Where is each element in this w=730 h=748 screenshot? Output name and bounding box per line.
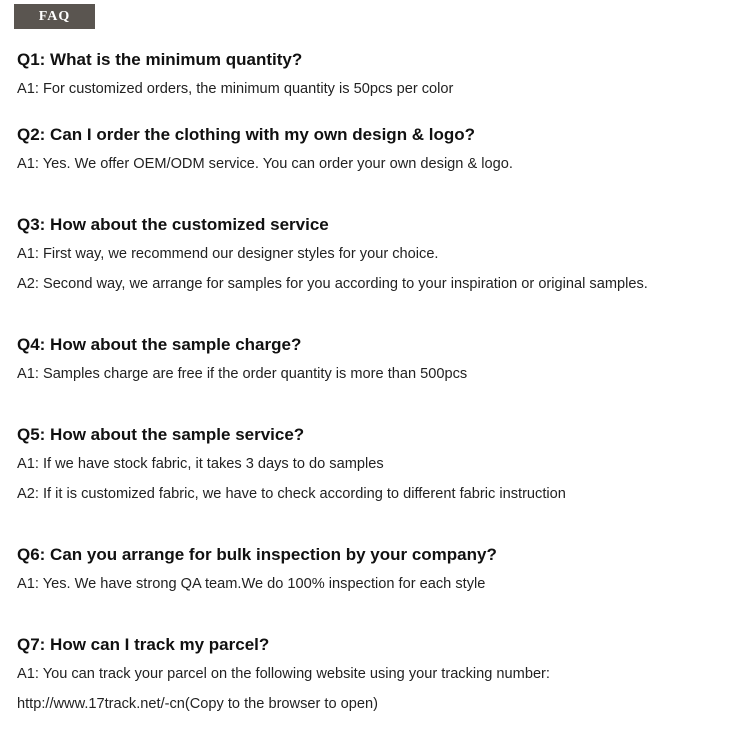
- question-2: Q2: Can I order the clothing with my own design & logo?: [17, 125, 476, 144]
- faq-badge: FAQ: [14, 4, 95, 29]
- answer-1-1: A1: For customized orders, the minimum quantity is 50pcs per color: [17, 81, 454, 97]
- question-6: Q6: Can you arrange for bulk inspection by your company?: [17, 545, 497, 564]
- answer-5-2: A2: If it is customized fabric, we have to check according to different fabric instruction: [17, 486, 566, 502]
- question-5: Q5: How about the sample service?: [17, 425, 305, 444]
- answer-7-1: A1: You can track your parcel on the following website using your tracking number:: [17, 666, 550, 682]
- answer-3-1: A1: First way, we recommend our designer styles for your choice.: [17, 246, 439, 262]
- tracking-url: http://www.17track.net/-cn(Copy to the browser to open): [17, 696, 378, 712]
- answer-3-2: A2: Second way, we arrange for samples for you according to your inspiration or original samples.: [17, 276, 648, 292]
- answer-5-1: A1: If we have stock fabric, it takes 3 days to do samples: [17, 456, 384, 472]
- question-7: Q7: How can I track my parcel?: [17, 635, 270, 654]
- answer-4-1: A1: Samples charge are free if the order quantity is more than 500pcs: [17, 366, 468, 382]
- answer-6-1: A1: Yes. We have strong QA team.We do 100% inspection for each style: [17, 576, 486, 592]
- question-4: Q4: How about the sample charge?: [17, 335, 302, 354]
- question-1: Q1: What is the minimum quantity?: [17, 50, 303, 69]
- answer-2-1: A1: Yes. We offer OEM/ODM service. You can order your own design & logo.: [17, 156, 513, 172]
- question-3: Q3: How about the customized service: [17, 215, 329, 234]
